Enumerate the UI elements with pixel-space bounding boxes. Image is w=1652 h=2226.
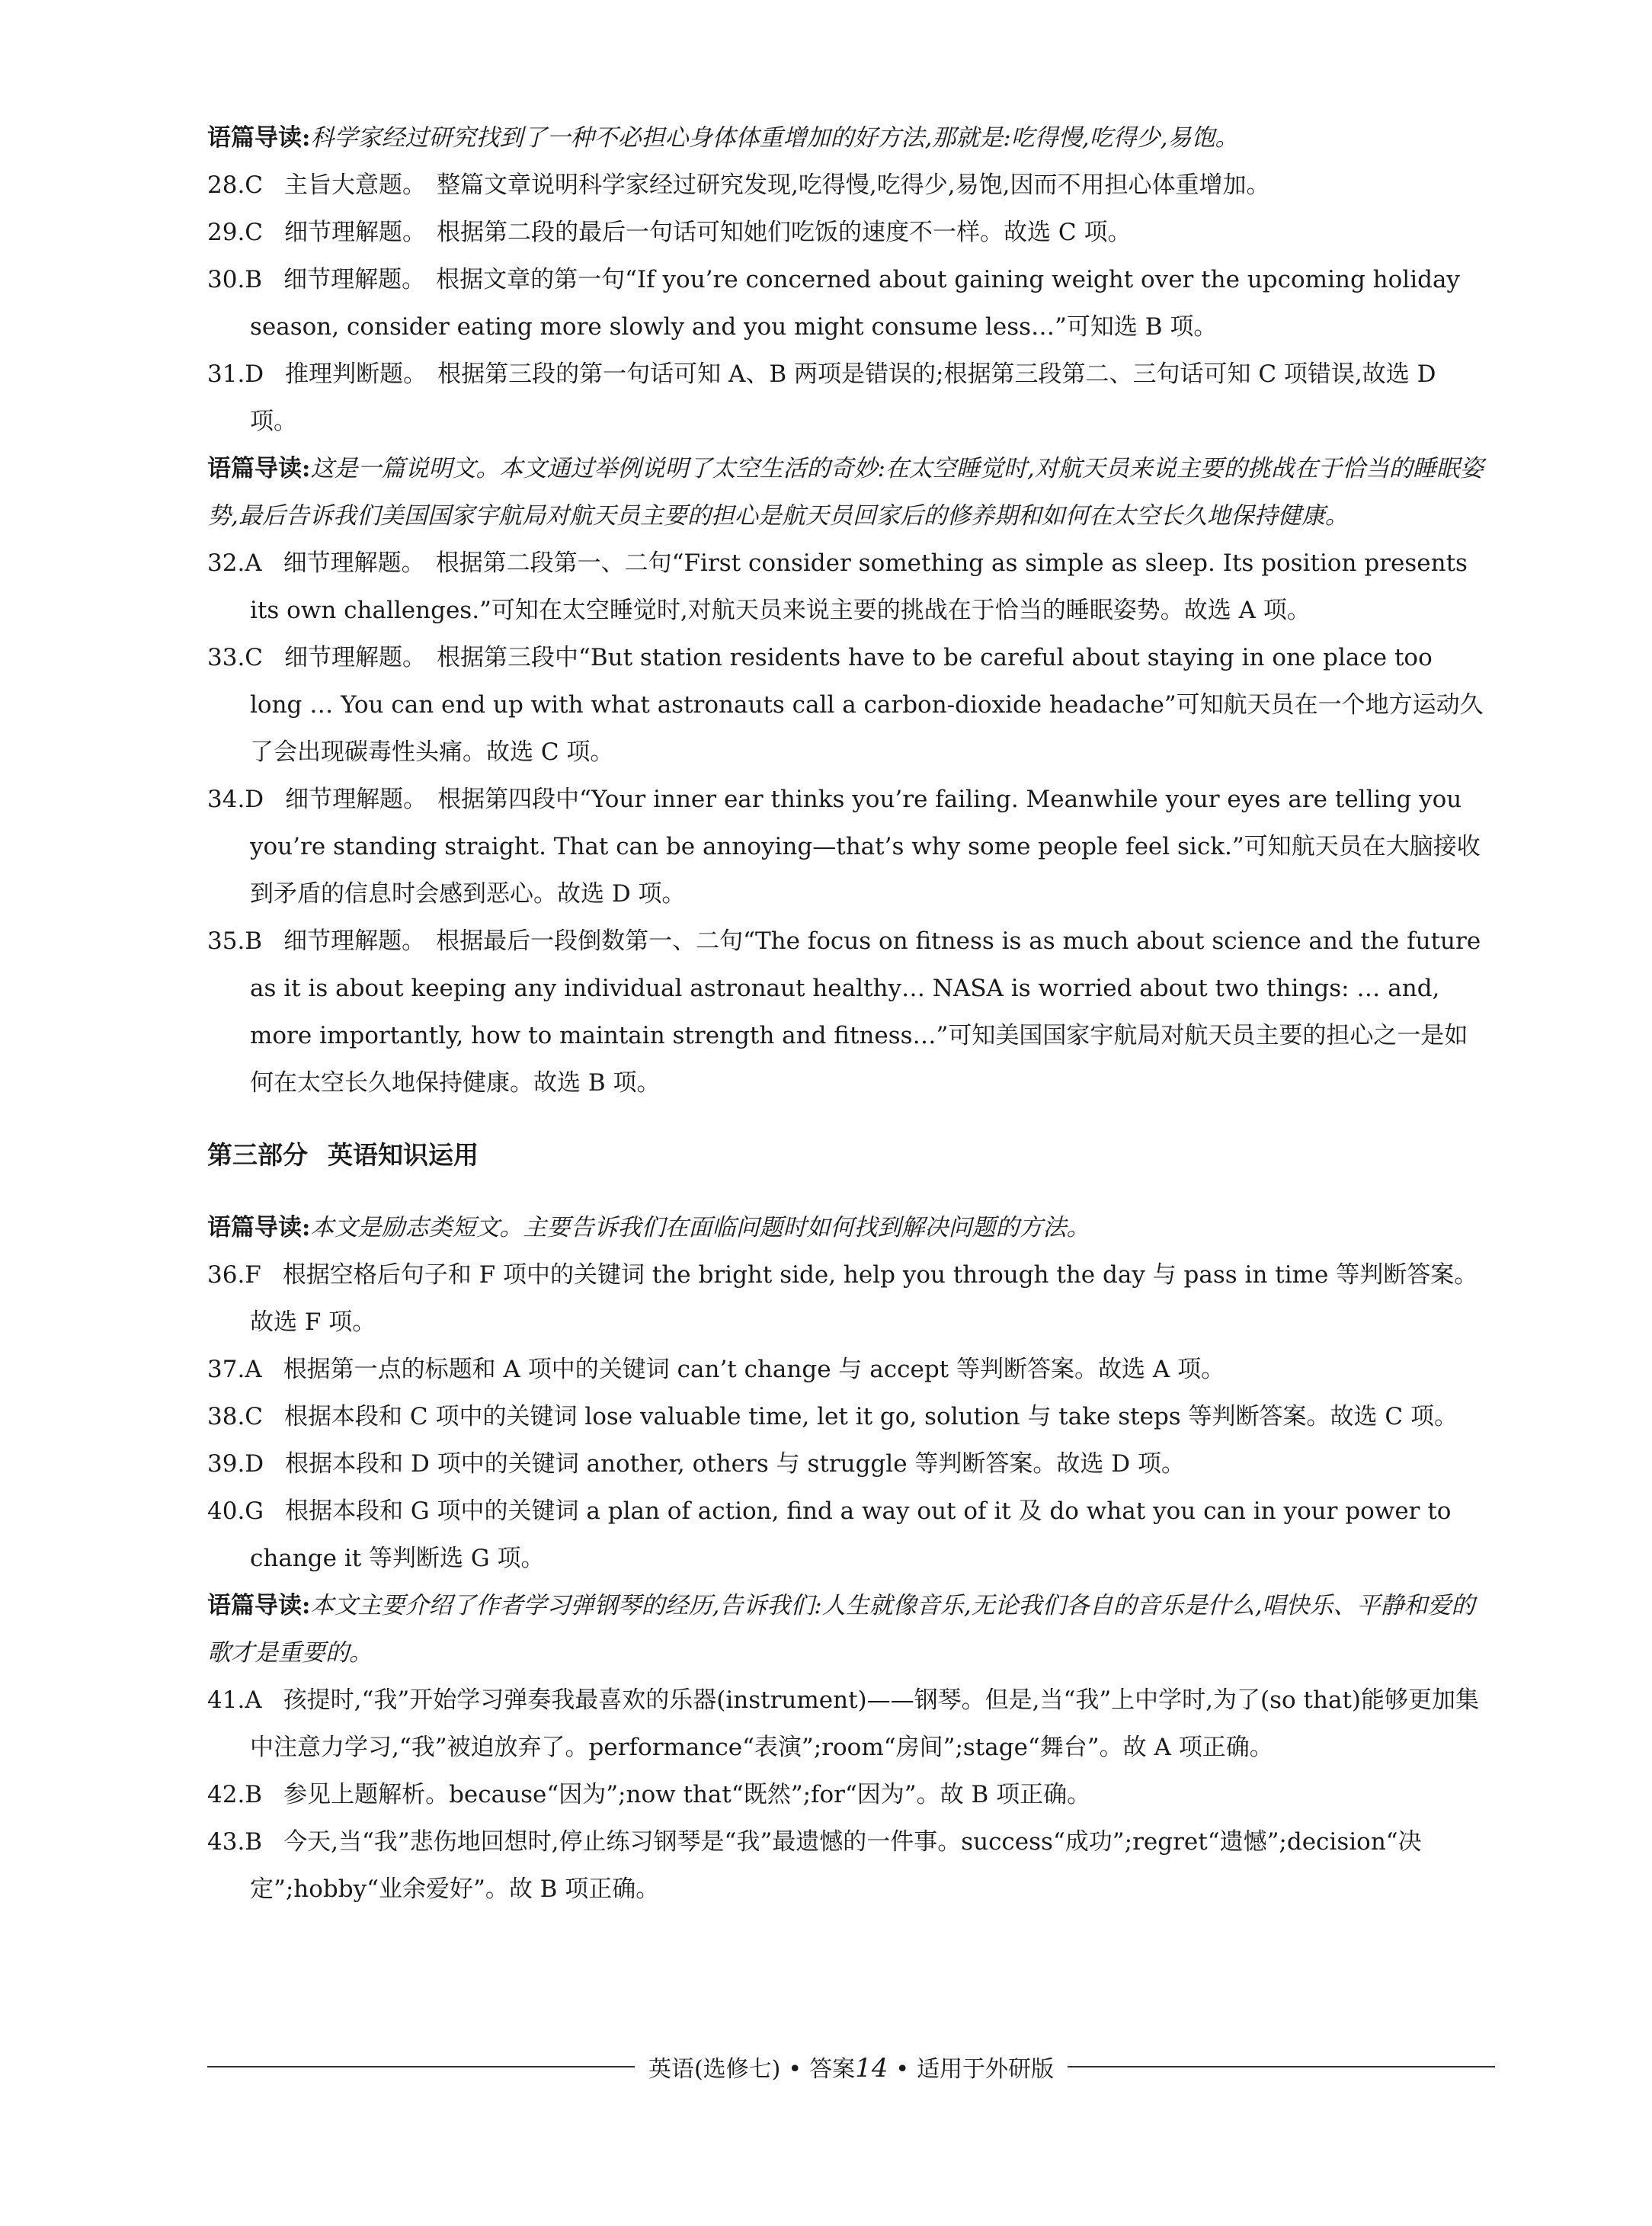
answer-item	[207, 540, 1487, 634]
answer-item	[207, 918, 1487, 1107]
answer-item	[207, 209, 1487, 256]
reading-guide	[207, 1582, 1487, 1677]
answer-explanation: 根据本段和 G 项中的关键词 a plan of action, find a way out of it 及 do what you can in your power to change it 等判断选 G 项。	[250, 1497, 1452, 1572]
question-number: 37.A	[207, 1356, 262, 1383]
question-number: 39.D	[207, 1450, 264, 1478]
section-heading	[207, 1132, 1487, 1179]
answer-item	[207, 634, 1487, 776]
reading-guide	[207, 114, 1487, 162]
answer-item	[207, 1488, 1487, 1582]
answer-explanation: 根据第三段中“But station residents have to be careful about staying in one place too long … You can end up with what astronauts call a carbon-dioxide headache”可知航天员在一个地方运动久了会出现碳毒性头痛。故选 C 项。	[250, 644, 1484, 766]
answer-explanation: 根据文章的第一句“If you’re concerned about gaining weight over the upcoming holiday season, consider eating more slowly and you might consume less…”可知选 B 项。	[250, 266, 1460, 341]
answer-explanation: 根据第二段第一、二句“First consider something as simple as sleep. Its position presents its own challenges.”可知在太空睡觉时,对航天员来说主要的挑战在于恰当的睡眠姿势。故选 A 项。	[250, 549, 1468, 624]
answer-item	[207, 256, 1487, 351]
question-number: 29.C	[207, 219, 264, 246]
answer-item	[207, 1251, 1487, 1346]
question-number: 30.B	[207, 266, 263, 293]
footer-separator: •	[788, 2056, 802, 2083]
footer-answer-label: 答案	[809, 2056, 856, 2083]
question-number: 36.F	[207, 1261, 261, 1289]
question-type: 细节理解题。	[285, 786, 427, 813]
question-number: 35.B	[207, 927, 263, 955]
answer-explanation: 根据最后一段倒数第一、二句“The focus on fitness is as much about science and the future as it is about keeping any individual astronaut healthy… NASA is worried about two things: … and, more importantly, how to maintain strength and fitness…”可知美国国家宇航局对航天员主要的担心之一是如何在太空长久地保持健康。故选 B 项。	[250, 927, 1481, 1097]
section-label: 第三部分	[207, 1140, 308, 1170]
footer-subject: 英语(选修七)	[648, 2056, 781, 2083]
footer-rule-left	[207, 2066, 635, 2067]
question-number: 40.G	[207, 1497, 264, 1525]
question-number: 38.C	[207, 1403, 264, 1430]
question-number: 28.C	[207, 171, 264, 199]
answer-explanation: 参见上题解析。because“因为”;now that“既然”;for“因为”。故 B 项正确。	[283, 1781, 1091, 1808]
reading-guide	[207, 1204, 1487, 1251]
question-type: 细节理解题。	[284, 644, 427, 671]
answer-explanation: 孩提时,“我”开始学习弹奏我最喜欢的乐器(instrument)——钢琴。但是,当“我”上中学时,为了(so that)能够更加集中注意力学习,“我”被迫放弃了。performance“表演”;room“房间”;stage“舞台”。故 A 项正确。	[250, 1686, 1479, 1761]
answer-explanation: 根据第三段的第一句话可知 A、B 两项是错误的;根据第三段第二、三句话可知 C 项错误,故选 D 项。	[250, 360, 1436, 435]
guide-label: 语篇导读:	[207, 124, 311, 152]
footer-edition: 适用于外研版	[917, 2056, 1055, 2083]
answer-explanation: 整篇文章说明科学家经过研究发现,吃得慢,吃得少,易饱,因而不用担心体重增加。	[437, 171, 1270, 199]
question-number: 43.B	[207, 1828, 263, 1856]
answer-item	[207, 162, 1487, 209]
footer-separator: •	[895, 2056, 910, 2083]
answer-item	[207, 1393, 1487, 1440]
guide-text: 科学家经过研究找到了一种不必担心身体体重增加的好方法,那就是:吃得慢,吃得少,易饱。	[310, 124, 1239, 152]
guide-label: 语篇导读:	[207, 455, 311, 482]
answer-explanation: 根据第一点的标题和 A 项中的关键词 can’t change 与 accept 等判断答案。故选 A 项。	[283, 1356, 1225, 1383]
reading-guide	[207, 445, 1487, 540]
footer-text	[635, 2050, 1068, 2083]
answer-explanation: 根据本段和 D 项中的关键词 another, others 与 struggle 等判断答案。故选 D 项。	[285, 1450, 1185, 1478]
answer-item	[207, 1346, 1487, 1393]
question-type: 细节理解题。	[283, 549, 425, 577]
question-type: 推理判断题。	[285, 360, 427, 388]
answer-explanation: 今天,当“我”悲伤地回想时,停止练习钢琴是“我”最遗憾的一件事。success“成功”;regret“遗憾”;decision“决定”;hobby“业余爱好”。故 B 项正确。	[250, 1828, 1422, 1903]
answer-item	[207, 1818, 1487, 1913]
answer-explanation: 根据本段和 C 项中的关键词 lose valuable time, let it go, solution 与 take steps 等判断答案。故选 C 项。	[284, 1403, 1458, 1430]
question-type: 主旨大意题。	[284, 171, 427, 199]
answer-explanation: 根据空格后句子和 F 项中的关键词 the bright side, help you through the day 与 pass in time 等判断答案。故选 F 项。	[250, 1261, 1478, 1336]
question-number: 32.A	[207, 549, 262, 577]
answer-item	[207, 1677, 1487, 1771]
answer-item	[207, 1771, 1487, 1818]
guide-label: 语篇导读:	[207, 1592, 311, 1619]
guide-label: 语篇导读:	[207, 1214, 311, 1241]
answer-content	[207, 114, 1487, 1913]
question-number: 31.D	[207, 360, 264, 388]
question-type: 细节理解题。	[283, 266, 426, 293]
answer-item	[207, 351, 1487, 445]
answer-item	[207, 776, 1487, 918]
question-type: 细节理解题。	[283, 927, 426, 955]
guide-text: 本文主要介绍了作者学习弹钢琴的经历,告诉我们:人生就像音乐,无论我们各自的音乐是什么,唱快乐、平静和爱的歌才是重要的。	[207, 1592, 1475, 1667]
section-title: 英语知识运用	[328, 1140, 479, 1170]
question-type: 细节理解题。	[284, 219, 427, 246]
guide-text: 本文是励志类短文。主要告诉我们在面临问题时如何找到解决问题的方法。	[310, 1214, 1090, 1241]
guide-text: 这是一篇说明文。本文通过举例说明了太空生活的奇妙:在太空睡觉时,对航天员来说主要的挑战在于恰当的睡眠姿势,最后告诉我们美国国家宇航局对航天员主要的担心是航天员回家后的修养期和如何在太空长久地保持健康。	[207, 455, 1484, 530]
answer-item	[207, 1440, 1487, 1488]
question-number: 42.B	[207, 1781, 263, 1808]
question-number: 34.D	[207, 786, 264, 813]
question-number: 33.C	[207, 644, 264, 671]
answer-explanation: 根据第四段中“Your inner ear thinks you’re failing. Meanwhile your eyes are telling you you’re standing straight. That can be annoying—that’s why some people feel sick.”可知航天员在大脑接收到矛盾的信息时会感到恶心。故选 D 项。	[250, 786, 1481, 908]
footer-rule-right	[1068, 2066, 1495, 2067]
answer-explanation: 根据第二段的最后一句话可知她们吃饭的速度不一样。故选 C 项。	[437, 219, 1132, 246]
footer-page-number: 14	[855, 2053, 888, 2083]
page-footer	[207, 2050, 1495, 2083]
question-number: 41.A	[207, 1686, 262, 1714]
